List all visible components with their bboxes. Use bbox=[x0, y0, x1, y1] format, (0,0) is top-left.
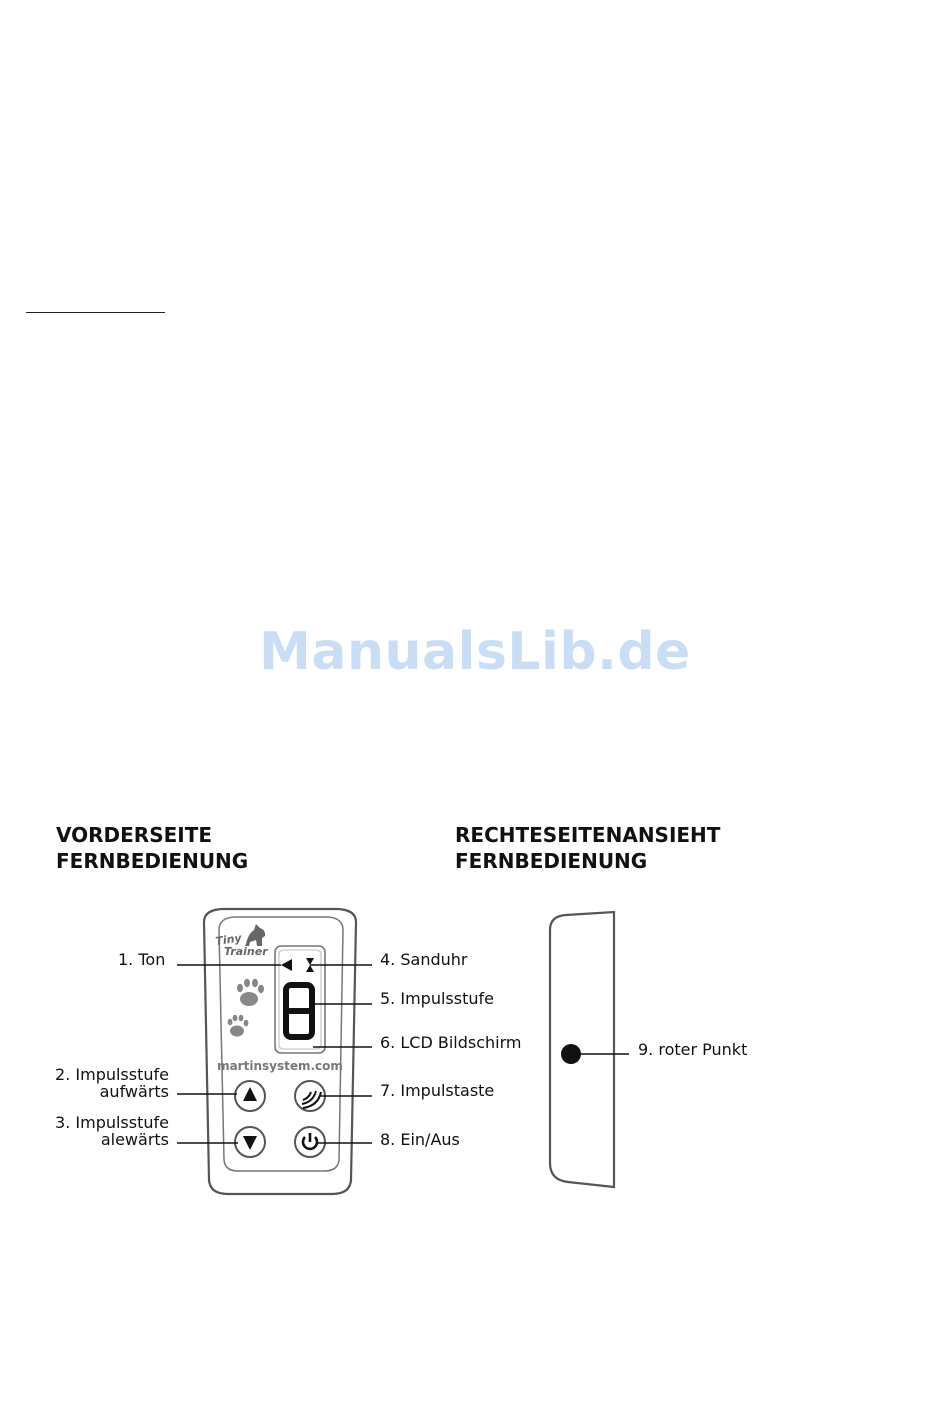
front-heading-line1: VORDERSEITE bbox=[56, 823, 213, 847]
label-lcd-bildschirm: 6. LCD Bildschirm bbox=[380, 1033, 522, 1052]
label-impulsstufe: 5. Impulsstufe bbox=[380, 989, 494, 1008]
level-up-button[interactable] bbox=[235, 1081, 265, 1111]
label-up-line2: aufwärts bbox=[99, 1082, 169, 1101]
level-down-button[interactable] bbox=[235, 1127, 265, 1157]
remote-side-body bbox=[550, 912, 614, 1187]
front-heading-line2: FERNBEDIENUNG bbox=[56, 849, 249, 873]
label-up-line1: 2. Impulsstufe bbox=[55, 1065, 169, 1084]
power-button[interactable] bbox=[295, 1127, 325, 1157]
side-heading-line1: RECHTESEITENANSIEHT bbox=[455, 823, 721, 847]
label-roter-punkt: 9. roter Punkt bbox=[638, 1040, 748, 1059]
logo-line1: Tiny bbox=[214, 931, 243, 948]
label-impulsstufe-aufwaerts bbox=[55, 1066, 169, 1100]
label-down-line2: alewärts bbox=[100, 1130, 169, 1149]
label-ton: 1. Ton bbox=[118, 950, 166, 969]
label-down-line1: 3. Impulsstufe bbox=[55, 1113, 169, 1132]
watermark: ManualsLib.de bbox=[259, 622, 691, 682]
side-heading-line2: FERNBEDIENUNG bbox=[455, 849, 648, 873]
label-ein-aus: 8. Ein/Aus bbox=[380, 1130, 460, 1149]
label-sanduhr: 4. Sanduhr bbox=[380, 950, 468, 969]
logo-line2: Trainer bbox=[224, 945, 268, 958]
label-impulsstufe-abwaerts bbox=[55, 1114, 169, 1148]
brand-url: martinsystem.com bbox=[217, 1059, 343, 1073]
label-impulstaste: 7. Impulstaste bbox=[380, 1081, 495, 1100]
